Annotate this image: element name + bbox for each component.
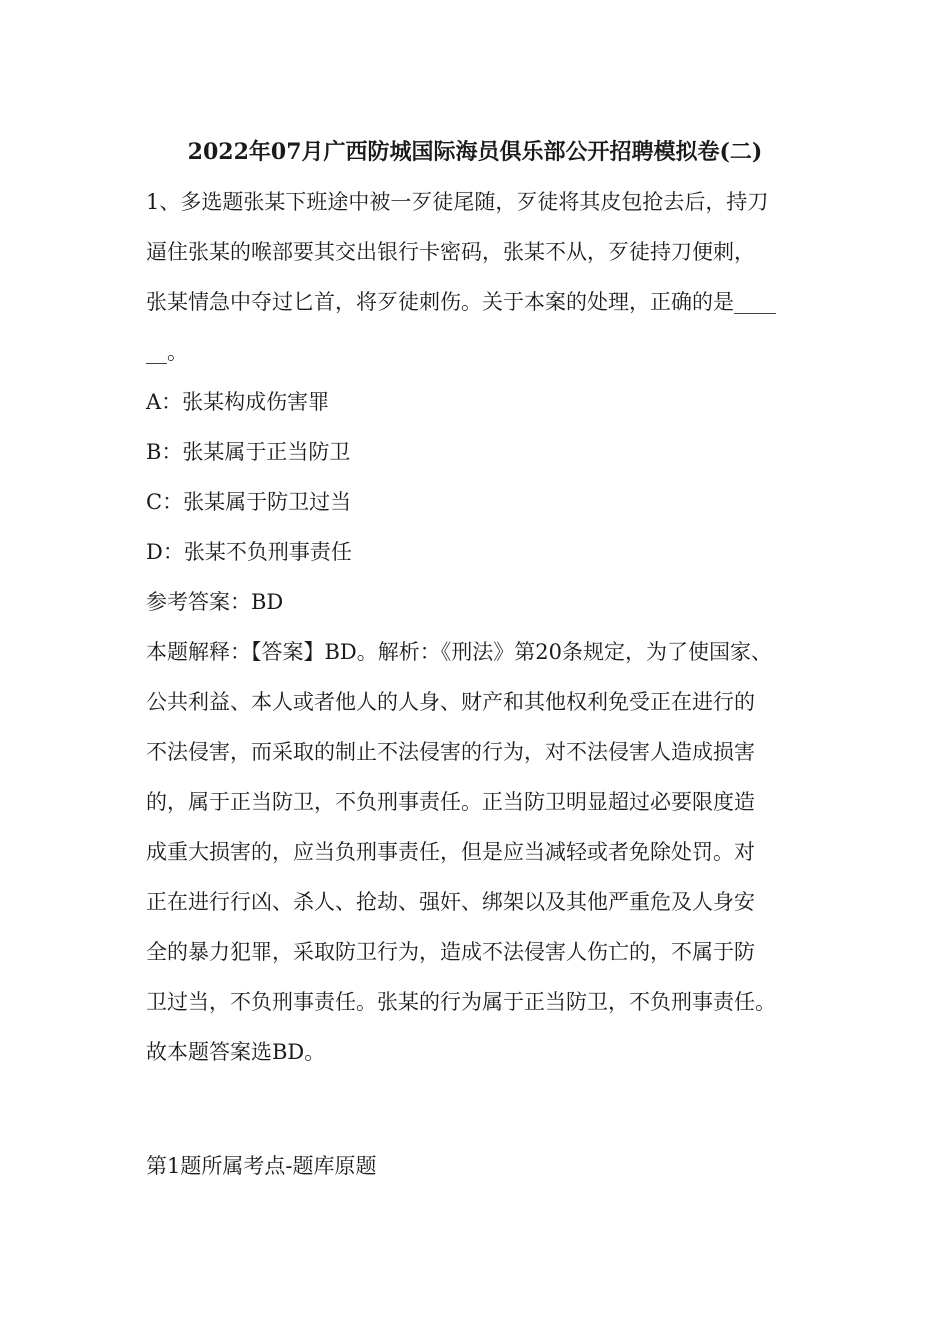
question-block — [146, 180, 826, 1194]
explanation-line: 的，属于正当防卫，不负刑事责任。正当防卫明显超过必要限度造 — [146, 790, 755, 814]
explanation-line: 正在进行行凶、杀人、抢劫、强奸、绑架以及其他严重危及人身安 — [146, 890, 755, 914]
explanation-line: 本题解释：【答案】BD。解析：《刑法》第20条规定，为了使国家、 — [146, 640, 772, 664]
explanation-line: 全的暴力犯罪，采取防卫行为，造成不法侵害人伤亡的，不属于防 — [146, 940, 755, 964]
topic-note: 第1题所属考点-题库原题 — [146, 1154, 377, 1178]
option-a: A：张某构成伤害罪 — [146, 390, 330, 414]
reference-answer: 参考答案：BD — [146, 590, 284, 614]
option-c: C：张某属于防卫过当 — [146, 490, 352, 514]
question-line: 张某情急中夺过匕首，将歹徒刺伤。关于本案的处理，正确的是____ — [146, 290, 776, 314]
question-line: __。 — [146, 340, 188, 364]
explanation-line: 卫过当，不负刑事责任。张某的行为属于正当防卫，不负刑事责任。 — [146, 990, 776, 1014]
explanation-line: 成重大损害的，应当负刑事责任，但是应当减轻或者免除处罚。对 — [146, 840, 755, 864]
explanation-line: 不法侵害，而采取的制止不法侵害的行为，对不法侵害人造成损害 — [146, 740, 755, 764]
question-line: 1、多选题张某下班途中被一歹徒尾随，歹徒将其皮包抢去后，持刀 — [146, 190, 769, 214]
document-title: 2022年07月广西防城国际海员俱乐部公开招聘模拟卷(二) — [187, 139, 763, 165]
question-line: 逼住张某的喉部要其交出银行卡密码，张某不从，歹徒持刀便刺， — [146, 240, 755, 264]
explanation-line: 公共利益、本人或者他人的人身、财产和其他权利免受正在进行的 — [146, 690, 755, 714]
spacer — [146, 1080, 826, 1144]
explanation-line: 故本题答案选BD。 — [146, 1040, 326, 1064]
option-b: B：张某属于正当防卫 — [146, 440, 351, 464]
option-d: D：张某不负刑事责任 — [146, 540, 352, 564]
